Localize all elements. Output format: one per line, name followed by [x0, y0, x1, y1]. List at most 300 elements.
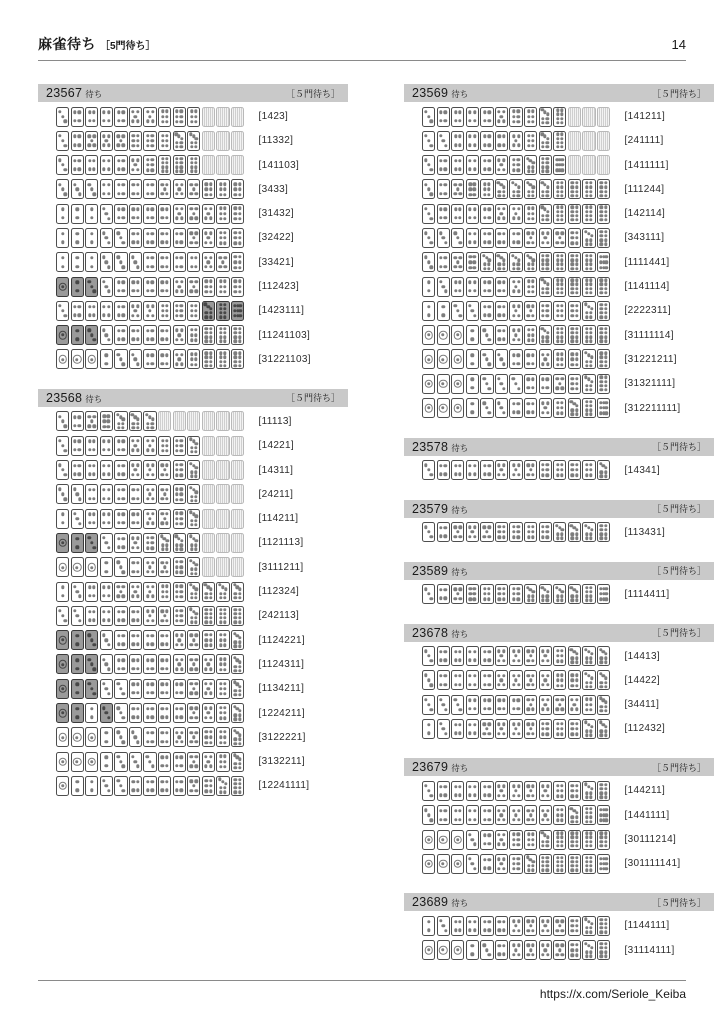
pin-tile-5: [216, 252, 229, 272]
pin-dot: [131, 353, 134, 356]
pin-dot: [600, 384, 603, 387]
pin-dot: [575, 231, 578, 234]
pin-dot: [90, 789, 93, 792]
pin-dot: [546, 254, 549, 257]
pin-tile-4: [85, 107, 98, 127]
pin-dot: [585, 930, 588, 933]
pin-dot: [161, 314, 164, 317]
pin-dot: [136, 610, 139, 613]
pin-tile-7: [524, 252, 537, 272]
pin-tile-5: [524, 228, 537, 248]
pin-dot: [529, 789, 532, 792]
pin-dot: [541, 190, 544, 193]
pin-dot: [121, 521, 124, 524]
wait-section-23689: [404, 893, 714, 960]
pin-dot: [209, 667, 212, 670]
pin-dot: [527, 134, 530, 137]
pin-dot: [88, 594, 91, 597]
pin-dot: [512, 362, 515, 365]
tile-row: [56, 411, 348, 432]
pin-dot: [195, 716, 198, 719]
pin-tile-2: [56, 509, 69, 529]
pin-dot: [219, 741, 222, 744]
tile-back: [202, 509, 215, 529]
pin-dot: [600, 524, 603, 527]
pin-dot: [117, 643, 120, 646]
pin-dot: [527, 864, 530, 867]
pin-dot: [453, 698, 456, 701]
pin-dot: [121, 610, 124, 613]
pin-tile-2: [85, 703, 98, 723]
pin-dot: [546, 722, 549, 725]
pin-dot: [161, 658, 164, 661]
pin-dot: [571, 722, 574, 725]
pin-dot: [73, 448, 76, 451]
pin-dot: [514, 382, 517, 385]
pin-dot: [165, 281, 168, 284]
pin-dot: [561, 919, 564, 922]
pin-dot: [175, 353, 178, 356]
pin-tile-3: [480, 325, 493, 345]
pin-dot: [526, 314, 529, 317]
pin-dot: [132, 134, 135, 137]
tile-back: [202, 107, 215, 127]
pin-dot: [531, 110, 534, 113]
pin-dot: [560, 314, 563, 317]
hand-tiles: [56, 228, 246, 248]
pin-dot: [546, 161, 549, 164]
pin-dot: [134, 590, 137, 593]
pin-dot: [219, 265, 222, 268]
pin-tile-6: [495, 584, 508, 604]
section-header-bar: [38, 389, 348, 407]
pin-dot: [556, 599, 559, 602]
pin-dot: [575, 291, 578, 294]
pin-dot: [589, 340, 592, 343]
pin-tile-4: [173, 776, 186, 796]
pin-tile-6: [509, 584, 522, 604]
tile-back: [582, 155, 595, 175]
pin-dot: [107, 338, 110, 341]
pin-dot: [531, 386, 534, 389]
pin-tile-7: [539, 277, 552, 297]
pin-dot: [575, 537, 578, 540]
pin-dot: [483, 944, 486, 947]
pin-dot: [146, 497, 149, 500]
pin-dot: [122, 570, 125, 573]
pin-tile-3: [422, 805, 435, 825]
pin-dot: [512, 169, 515, 172]
pin-dot: [585, 599, 588, 602]
pin-dot: [93, 193, 96, 196]
pin-tile-5: [173, 654, 186, 674]
pin-dot: [132, 561, 135, 564]
pin-dot: [165, 216, 168, 219]
pin-dot: [498, 953, 501, 956]
pin-dot: [204, 667, 207, 670]
pin-dot: [238, 685, 241, 688]
pin-dot: [502, 411, 505, 414]
pin-dot: [541, 722, 544, 725]
pin-tile-8: [568, 854, 581, 874]
pin-dot: [195, 667, 198, 670]
pin-dot: [458, 168, 461, 171]
pin-tile-5: [187, 776, 200, 796]
pin-dot: [517, 809, 520, 812]
pin-dot: [132, 192, 135, 195]
pin-dot: [190, 280, 193, 283]
pin-dot: [190, 157, 193, 160]
pin-dot: [560, 336, 563, 339]
pin-tile-7: [231, 703, 244, 723]
hand-tiles: [422, 228, 612, 248]
pin-dot: [459, 256, 462, 259]
pin-tile-2: [71, 252, 84, 272]
pin-dot: [136, 110, 139, 113]
pin-dot: [560, 533, 563, 536]
pin-dot: [439, 597, 442, 600]
pin-tile-2: [56, 582, 69, 602]
pin-dot: [487, 598, 490, 601]
pin-tile-4: [466, 277, 479, 297]
pin-dot: [209, 193, 212, 196]
pin-dot: [427, 139, 430, 142]
pin-dot: [136, 780, 139, 783]
pin-dot: [151, 512, 154, 515]
pin-dot: [161, 170, 164, 173]
pin-dot: [502, 329, 505, 332]
pin-dot: [512, 867, 515, 870]
pin-dot: [600, 930, 603, 933]
hand-tiles: [422, 107, 612, 127]
pin-dot: [63, 449, 66, 452]
pin-dot: [531, 659, 534, 662]
pin-tile-4: [100, 484, 113, 504]
pin-dot: [146, 281, 149, 284]
pin-dot: [546, 530, 549, 533]
pin-dot: [146, 667, 149, 670]
pin-tile-4: [495, 695, 508, 715]
pin-tile-3-highlighted: [100, 703, 113, 723]
pin-dot: [165, 707, 168, 710]
pin-dot: [195, 588, 198, 591]
pin-dot: [488, 363, 491, 366]
pin-dot: [556, 406, 559, 409]
pin-dot: [223, 620, 226, 623]
pin-dot: [575, 943, 578, 946]
pin-tile-5: [509, 646, 522, 666]
pin-dot: [131, 304, 134, 307]
pin-dot: [180, 643, 183, 646]
pin-dot: [473, 598, 476, 601]
pin-dot: [121, 426, 124, 429]
pin-dot: [75, 208, 78, 211]
pin-tile-3-highlighted: [85, 533, 98, 553]
pin-dot: [195, 207, 198, 210]
pin-dot: [456, 530, 459, 533]
pin-dot: [165, 488, 168, 491]
pin-dot: [556, 732, 559, 735]
pin-dot: [556, 309, 559, 312]
pin-dot: [556, 649, 559, 652]
pin-tile-7: [231, 582, 244, 602]
pin-dot: [541, 258, 544, 261]
pin-tile-1: [451, 854, 464, 874]
pin-dot: [497, 119, 500, 122]
pin-dot: [205, 331, 208, 334]
pin-dot: [175, 517, 178, 520]
pin-dot: [90, 241, 93, 244]
pin-dot: [78, 168, 81, 171]
pin-dot: [92, 110, 95, 113]
pin-dot: [560, 291, 563, 294]
pin-dot: [238, 364, 241, 367]
pin-dot: [575, 353, 578, 356]
pin-dot: [75, 256, 78, 259]
pin-dot: [604, 356, 607, 359]
pin-dot: [93, 424, 96, 427]
section-suffix: 待ち: [451, 898, 469, 909]
pin-dot: [88, 159, 91, 162]
pin-tile-3: [100, 630, 113, 650]
pin-dot: [571, 924, 574, 927]
pin-tile-4: [466, 460, 479, 480]
pin-dot: [585, 796, 588, 799]
pin-dot: [526, 785, 529, 788]
footer-link[interactable]: https://x.com/Seriole_Keiba: [539, 987, 686, 1001]
pin-dot: [165, 144, 168, 147]
pin-dot: [556, 868, 559, 871]
pin-dot: [526, 650, 529, 653]
pin-dot: [531, 698, 534, 701]
row-code-label: [241111]: [624, 135, 664, 147]
pin-tile-9-highlighted: [231, 301, 244, 321]
pin-dot: [468, 216, 471, 219]
pin-dot: [132, 618, 135, 621]
pin-tile-5: [495, 204, 508, 224]
pin-dot: [546, 241, 549, 244]
pin-dot: [427, 313, 430, 316]
pin-dot: [458, 289, 461, 292]
pin-dot: [73, 512, 76, 515]
pin-dot: [219, 765, 222, 768]
pin-dot: [444, 732, 447, 735]
pin-tile-6: [173, 606, 186, 626]
pin-tile-4: [100, 436, 113, 456]
pin-dot: [194, 328, 197, 331]
pin-dot: [223, 340, 226, 343]
pin-dot: [132, 780, 135, 783]
pin-dot: [234, 616, 237, 619]
pin-dot: [483, 785, 486, 788]
pin-dot: [429, 794, 432, 797]
pin-dot: [575, 181, 578, 184]
pin-dot: [136, 139, 139, 142]
pin-dot: [136, 241, 139, 244]
pin-dot: [500, 212, 503, 215]
pin-dot: [454, 785, 457, 788]
pin-dot: [589, 734, 592, 737]
pin-dot: [529, 924, 532, 927]
pin-dot: [473, 867, 476, 870]
pin-dot: [531, 708, 534, 711]
pin-dot: [444, 929, 447, 932]
pin-dot: [585, 263, 588, 266]
pin-dot: [575, 832, 578, 835]
row-code-label: [14221]: [258, 440, 294, 452]
pin-dot: [571, 732, 574, 735]
pin-tile-1: [422, 830, 435, 850]
pin-dot: [604, 955, 607, 958]
tile-back: [216, 484, 229, 504]
pin-dot: [541, 340, 544, 343]
pin-dot: [209, 290, 212, 293]
pin-dot: [195, 634, 198, 637]
pin-dot: [180, 449, 183, 452]
pin-dot: [136, 304, 139, 307]
pin-dot: [541, 732, 544, 735]
pin-dot: [512, 598, 515, 601]
pin-dot: [531, 953, 534, 956]
pin-tile-3-highlighted: [85, 679, 98, 699]
pin-tile-1: [85, 727, 98, 747]
pin-dot: [146, 169, 149, 172]
pin-dot: [526, 674, 529, 677]
pin-dot: [531, 339, 534, 342]
pin-dot: [180, 192, 183, 195]
pin-dot: [560, 145, 563, 148]
pin-dot: [439, 256, 442, 259]
pin-dot: [571, 943, 574, 946]
pin-dot: [105, 687, 108, 690]
pin-tile-4: [466, 131, 479, 151]
pin-dot: [223, 760, 226, 763]
pin-dot: [102, 207, 105, 210]
section-badge: ［５門待ち］: [651, 442, 706, 453]
pin-dot: [541, 595, 544, 598]
pin-dot: [165, 570, 168, 573]
pin-dot: [234, 596, 237, 599]
pin-dot: [571, 820, 574, 823]
pin-dot: [180, 539, 183, 542]
pin-dot: [161, 144, 164, 147]
pin-dot: [483, 866, 486, 869]
pin-tile-1-highlighted: [56, 630, 69, 650]
pin-tile-5: [451, 179, 464, 199]
pin-dot: [444, 208, 447, 211]
pin-dot: [517, 794, 520, 797]
pin-tile-3-highlighted: [85, 654, 98, 674]
pin-dot: [88, 313, 91, 316]
pin-dot: [502, 707, 505, 710]
pin-dot: [575, 820, 578, 823]
pin-dot: [209, 784, 212, 787]
pin-dot: [497, 794, 500, 797]
pin-dot: [502, 232, 505, 235]
hand-tiles: [422, 204, 612, 224]
pin-dot: [531, 868, 534, 871]
pin-tile-4: [143, 252, 156, 272]
pin-dot: [571, 832, 574, 835]
pin-dot: [117, 144, 120, 147]
pin-dot: [473, 464, 476, 467]
pin-tile-3: [422, 204, 435, 224]
pin-tile-5: [539, 695, 552, 715]
pin-tile-6: [553, 805, 566, 825]
pin-tile-4: [451, 646, 464, 666]
pin-dot: [556, 214, 559, 217]
pin-tile-4: [158, 277, 171, 297]
pin-dot: [207, 687, 210, 690]
tile-row: [56, 727, 348, 748]
pin-dot: [444, 650, 447, 653]
pin-dot: [146, 216, 149, 219]
pin-dot: [223, 285, 226, 288]
pin-dot: [180, 141, 183, 144]
pin-dot: [63, 425, 66, 428]
pin-tile-8: [582, 805, 595, 825]
pin-dot: [190, 658, 193, 661]
pin-tile-8: [568, 325, 581, 345]
pin-dot: [468, 818, 471, 821]
pin-dot: [178, 285, 181, 288]
pin-dot: [487, 794, 490, 797]
pin-tile-6: [158, 131, 171, 151]
pin-dot: [589, 708, 592, 711]
pin-dot: [544, 703, 547, 706]
pin-dot: [180, 619, 183, 622]
pin-dot: [117, 521, 120, 524]
pin-tile-1: [451, 325, 464, 345]
pin-dot: [546, 117, 549, 120]
pin-dot: [175, 571, 178, 574]
pin-dot: [514, 212, 517, 215]
pin-dot: [512, 929, 515, 932]
pin-dot: [180, 232, 183, 235]
pin-dot: [458, 723, 461, 726]
pin-dot: [175, 232, 178, 235]
pin-dot: [444, 265, 447, 268]
tile-row: [56, 435, 348, 456]
pin-dot: [88, 168, 91, 171]
pin-tile-4: [158, 703, 171, 723]
pin-dot: [136, 691, 139, 694]
pin-dot: [165, 166, 168, 169]
pin-dot: [163, 566, 166, 569]
pin-dot: [180, 120, 183, 123]
pin-dot: [234, 608, 237, 611]
pin-dot: [502, 135, 505, 138]
pin-tile-6: [231, 228, 244, 248]
pin-dot: [427, 703, 430, 706]
pin-tile-4: [451, 204, 464, 224]
pin-dot: [512, 587, 515, 590]
pin-tile-5: [495, 107, 508, 127]
pin-1-wheel-icon: [88, 563, 97, 572]
pin-dot: [487, 928, 490, 931]
pin-dot: [517, 953, 520, 956]
pin-tile-1: [451, 830, 464, 850]
pin-dot: [424, 809, 427, 812]
pin-dot: [444, 526, 447, 529]
pin-dot: [160, 473, 163, 476]
pin-dot: [195, 217, 198, 220]
pin-tile-7: [158, 533, 171, 553]
pin-dot: [73, 168, 76, 171]
pin-tile-8: [597, 349, 610, 369]
pin-dot: [556, 856, 559, 859]
pin-dot: [498, 525, 501, 528]
